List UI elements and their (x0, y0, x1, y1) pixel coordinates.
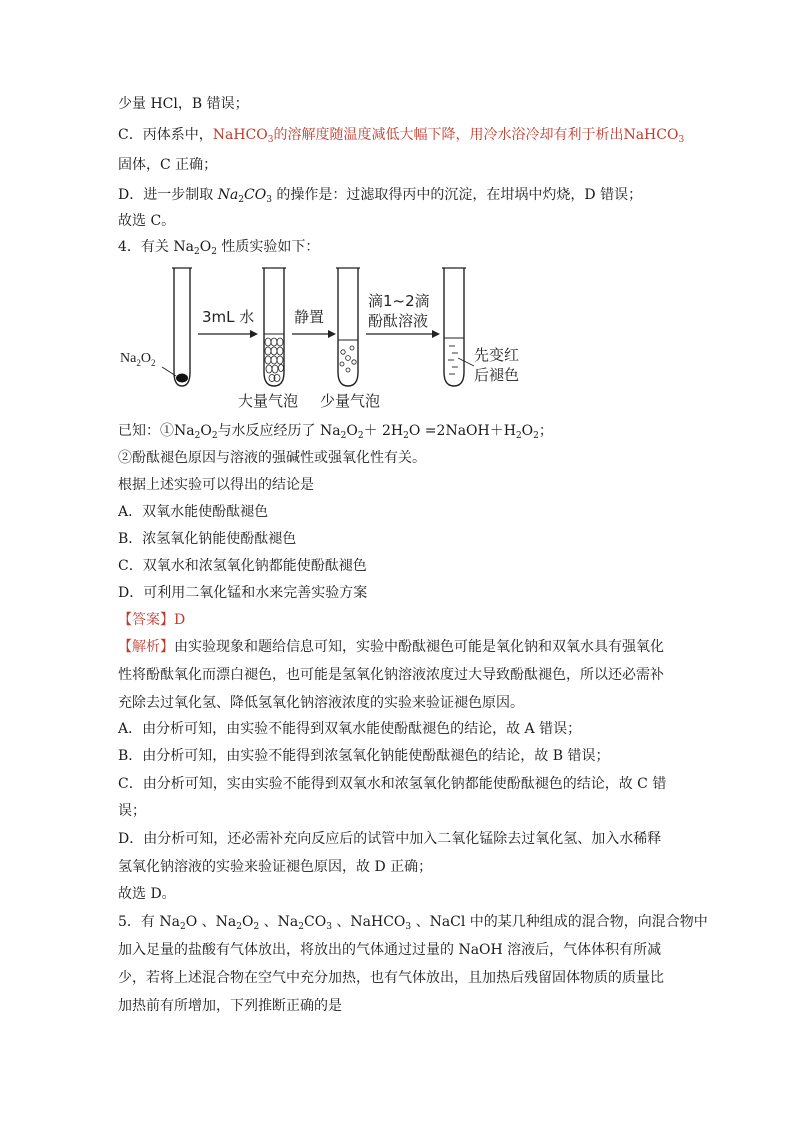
observation-1: 大量气泡 (238, 392, 299, 410)
step-1-label: 3mL 水 (202, 308, 255, 326)
analysis-line: 充除去过氧化氢、降低氢氧化钠溶液浓度的实验来验证褪色原因。 (118, 695, 524, 711)
reagent-label: $Na_2O_2$ (120, 351, 156, 368)
solution-hatch-icon (448, 346, 458, 374)
text-line: 固体，C 正确； (118, 157, 218, 173)
test-tube-2 (262, 268, 286, 386)
few-bubbles-icon (340, 346, 356, 372)
step-3-label-line2: 酚酞溶液 (368, 312, 429, 330)
analysis-line: C．由分析可知，实由实验不能得到双氧水和浓氢氧化钠都能使酚酞褪色的结论，故 C 错 (118, 776, 667, 792)
text-line: ②酚酞褪色原因与溶液的强碱性或强氧化性有关。 (118, 450, 426, 466)
step-3-label-line1: 滴1~2滴 (368, 292, 430, 310)
analysis-line: 误； (118, 803, 146, 819)
option-c: C．双氧水和浓氢氧化钠都能使酚酞褪色 (118, 558, 367, 574)
test-tube-1 (162, 268, 192, 386)
text-line: 已知：$①Na_2O_2$与水反应经历了 $Na_2O_2+ 2H_2O$ $=2NaOH+H_2O_2$； (118, 423, 553, 441)
observation-2: 少量气泡 (320, 392, 381, 410)
option-a: A．双氧水能使酚酞褪色 (118, 504, 269, 520)
arrow-head-icon (328, 330, 336, 338)
observation-3-line2: 后褪色 (474, 366, 520, 384)
question-5-stem: 加热前有所增加，下列推断正确的是 (118, 998, 342, 1014)
observation-3-line1: 先变红 (474, 346, 520, 364)
test-tube-4 (442, 268, 474, 386)
analysis-line: 故选 D。 (118, 886, 176, 902)
arrow-head-icon (432, 330, 440, 338)
experiment-diagram (112, 262, 552, 414)
option-d: D．可利用二氧化锰和水来完善实验方案 (118, 585, 368, 601)
text-line: 少量 HCl，B 错误； (118, 96, 249, 112)
analysis-line: A．由分析可知，由实验不能得到双氧水能使酚酞褪色的结论，故 A 错误； (118, 721, 582, 737)
text-line: 故选 C。 (118, 213, 176, 229)
many-bubbles-icon (265, 338, 284, 382)
text-line: D．进一步制取 $Na_2CO_3$ 的操作是：过滤取得丙中的沉淀，在坩埚中灼烧，D 错误； (118, 187, 643, 205)
arrow-head-icon (250, 330, 258, 338)
question-4-stem: 4．有关 $Na_2O_2$ 性质实验如下： (118, 239, 320, 257)
step-2-label: 静置 (294, 308, 325, 326)
analysis-line: 性将酚酞氧化而漂白褪色，也可能是氢氧化钠溶液浓度过大导致酚酞褪色，所以还必需补 (118, 667, 664, 683)
test-tube-3 (336, 268, 360, 386)
solid-sample-icon (176, 374, 188, 383)
analysis-line: B．由分析可知，由实验不能得到浓氢氧化钠能使酚酞褪色的结论，故 B 错误； (118, 748, 610, 764)
answer-line: 【答案】D (118, 612, 186, 628)
experiment-figure (112, 262, 552, 414)
analysis-line: D．由分析可知，还必需补充向反应后的试管中加入二氧化锰除去过氧化氢、加入水稀释 (118, 831, 662, 847)
text-line: C．丙体系中，NaHCO$_3$的溶解度随温度减低大幅下降，用冷水浴冷却有利于析出NaHCO$_3$ (118, 127, 685, 145)
analysis-line: 【解析】由实验现象和题给信息可知，实验中酚酞褪色可能是氧化钠和双氧水具有强氧化 (118, 639, 664, 655)
question-5-stem: 少，若将上述混合物在空气中充分加热，也有气体放出，且加热后残留固体物质的质量比 (118, 970, 664, 986)
question-5-stem: 加入足量的盐酸有气体放出，将放出的气体通过过量的 NaOH 溶液后，气体体积有所减 (118, 942, 662, 958)
question-5-stem: 5．有 $Na_2O$ 、$Na_2O_2$ 、$Na_2CO_3$ 、NaHCO$_3$ 、NaCl 中的某几种组成的混合物，向混合物中 (118, 914, 708, 932)
option-b: B．浓氢氧化钠能使酚酞褪色 (118, 531, 297, 547)
text-line: 根据上述实验可以得出的结论是 (118, 477, 314, 493)
analysis-line: 氢氧化钠溶液的实验来验证褪色原因，故 D 正确； (118, 859, 433, 875)
